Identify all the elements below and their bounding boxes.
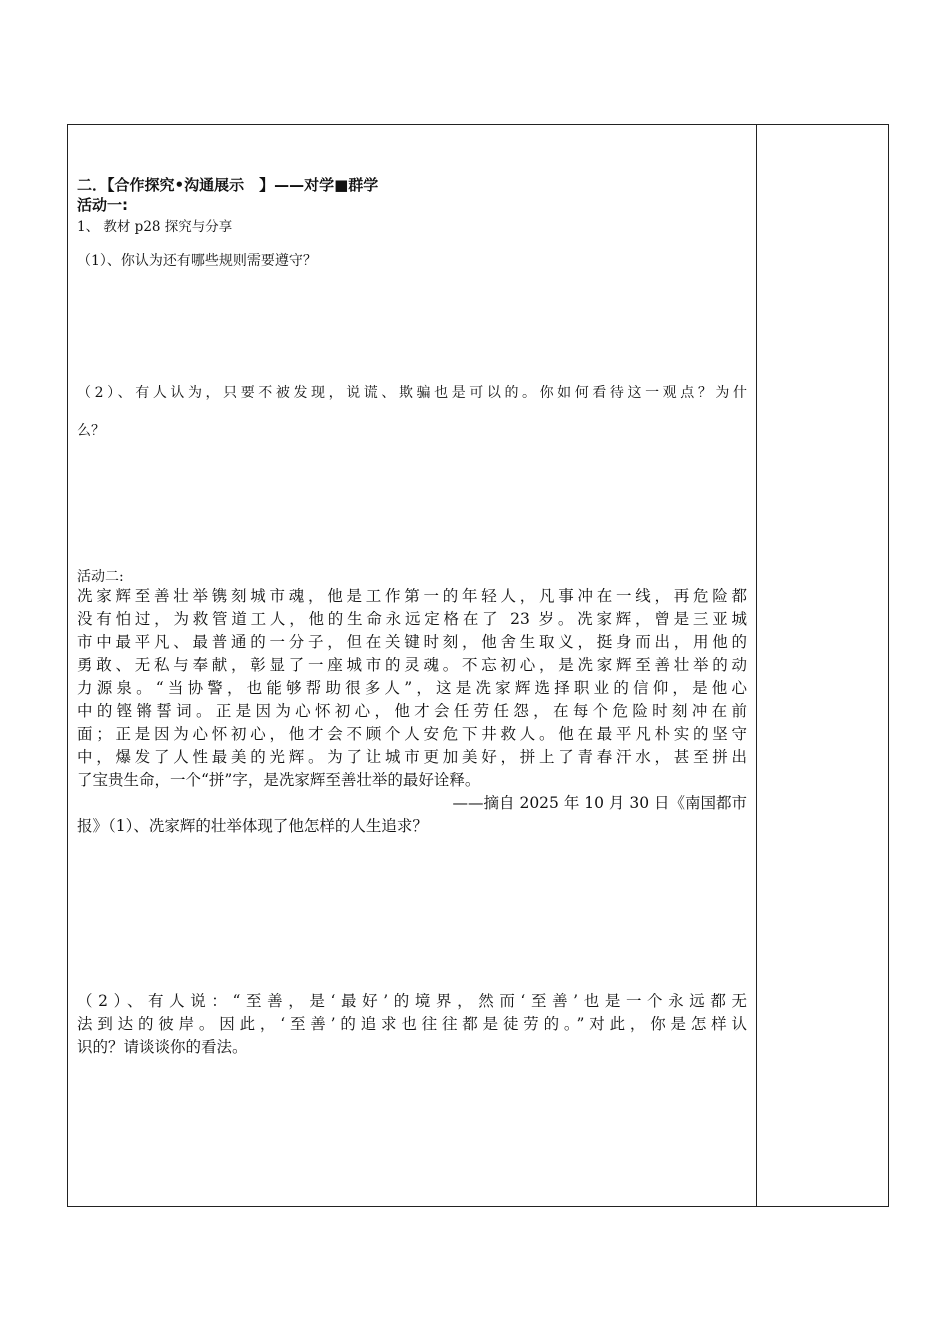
passage-line: 中，爆发了人性最美的光辉。为了让城市更加美好，拼上了青春汗水，甚至拼出 (77, 748, 747, 766)
activity-one-question-2-line-1: （2）、有人认为，只要不被发现，说谎、欺骗也是可以的。你如何看待这一观点？为什 (77, 385, 747, 401)
question-line: （2）、有人说：“至善，是‘最好’的境界，然而‘至善’也是一个永远都无 (77, 992, 747, 1010)
activity-one-item: 1、 教材 p28 探究与分享 (77, 219, 233, 235)
question-line: 识的？请谈谈你的看法。 (77, 1038, 248, 1056)
passage-line: 力源泉。“当协警，也能够帮助很多人”，这是冼家辉选择职业的信仰，是他心 (77, 679, 747, 697)
main-content-cell (77, 125, 747, 1206)
passage-line: 了宝贵生命，一个“拼”字，是冼家辉至善壮举的最好诠释。 (77, 771, 481, 789)
passage-line: 市中最平凡、最普通的一分子，但在关键时刻，他舍生取义，挺身而出，用他的 (77, 633, 747, 651)
passage-line: 没有怕过，为救管道工人，他的生命永远定格在了 23 岁。冼家辉，曾是三亚城 (77, 610, 747, 628)
question-line: 法到达的彼岸。因此，‘至善’的追求也往往都是徒劳的。”对此，你是怎样认 (77, 1015, 747, 1033)
passage-line: 勇敢、无私与奉献，彰显了一座城市的灵魂。不忘初心，是冼家辉至善壮举的动 (77, 656, 747, 674)
activity-two-question-2 (77, 990, 747, 1059)
passage-line: 面；正是因为心怀初心，他才会不顾个人安危下井救人。他在最平凡朴实的坚守 (77, 725, 747, 743)
section-heading: 二．【合作探究•沟通展示 】——对学■群学 (77, 176, 379, 194)
activity-one-question-2-line-2: 么？ (77, 423, 105, 439)
passage-source: ——摘自 2025 年 10 月 30 日《南国都市 (452, 794, 747, 812)
activity-one-question-1: （1）、你认为还有哪些规则需要遵守？ (77, 253, 317, 269)
activity-two-passage (77, 585, 747, 838)
activity-two-title: 活动二: (77, 569, 124, 585)
activity-two-question-1: 报》（1）、冼家辉的壮举体现了他怎样的人生追求？ (77, 817, 428, 835)
passage-line: 冼家辉至善壮举镌刻城市魂，他是工作第一的年轻人，凡事冲在一线，再危险都 (77, 587, 747, 605)
activity-one-title: 活动一: (77, 196, 128, 214)
notes-column (757, 125, 888, 1206)
passage-line: 中的铿锵誓词。正是因为心怀初心，他才会任劳任怨，在每个危险时刻冲在前 (77, 702, 747, 720)
